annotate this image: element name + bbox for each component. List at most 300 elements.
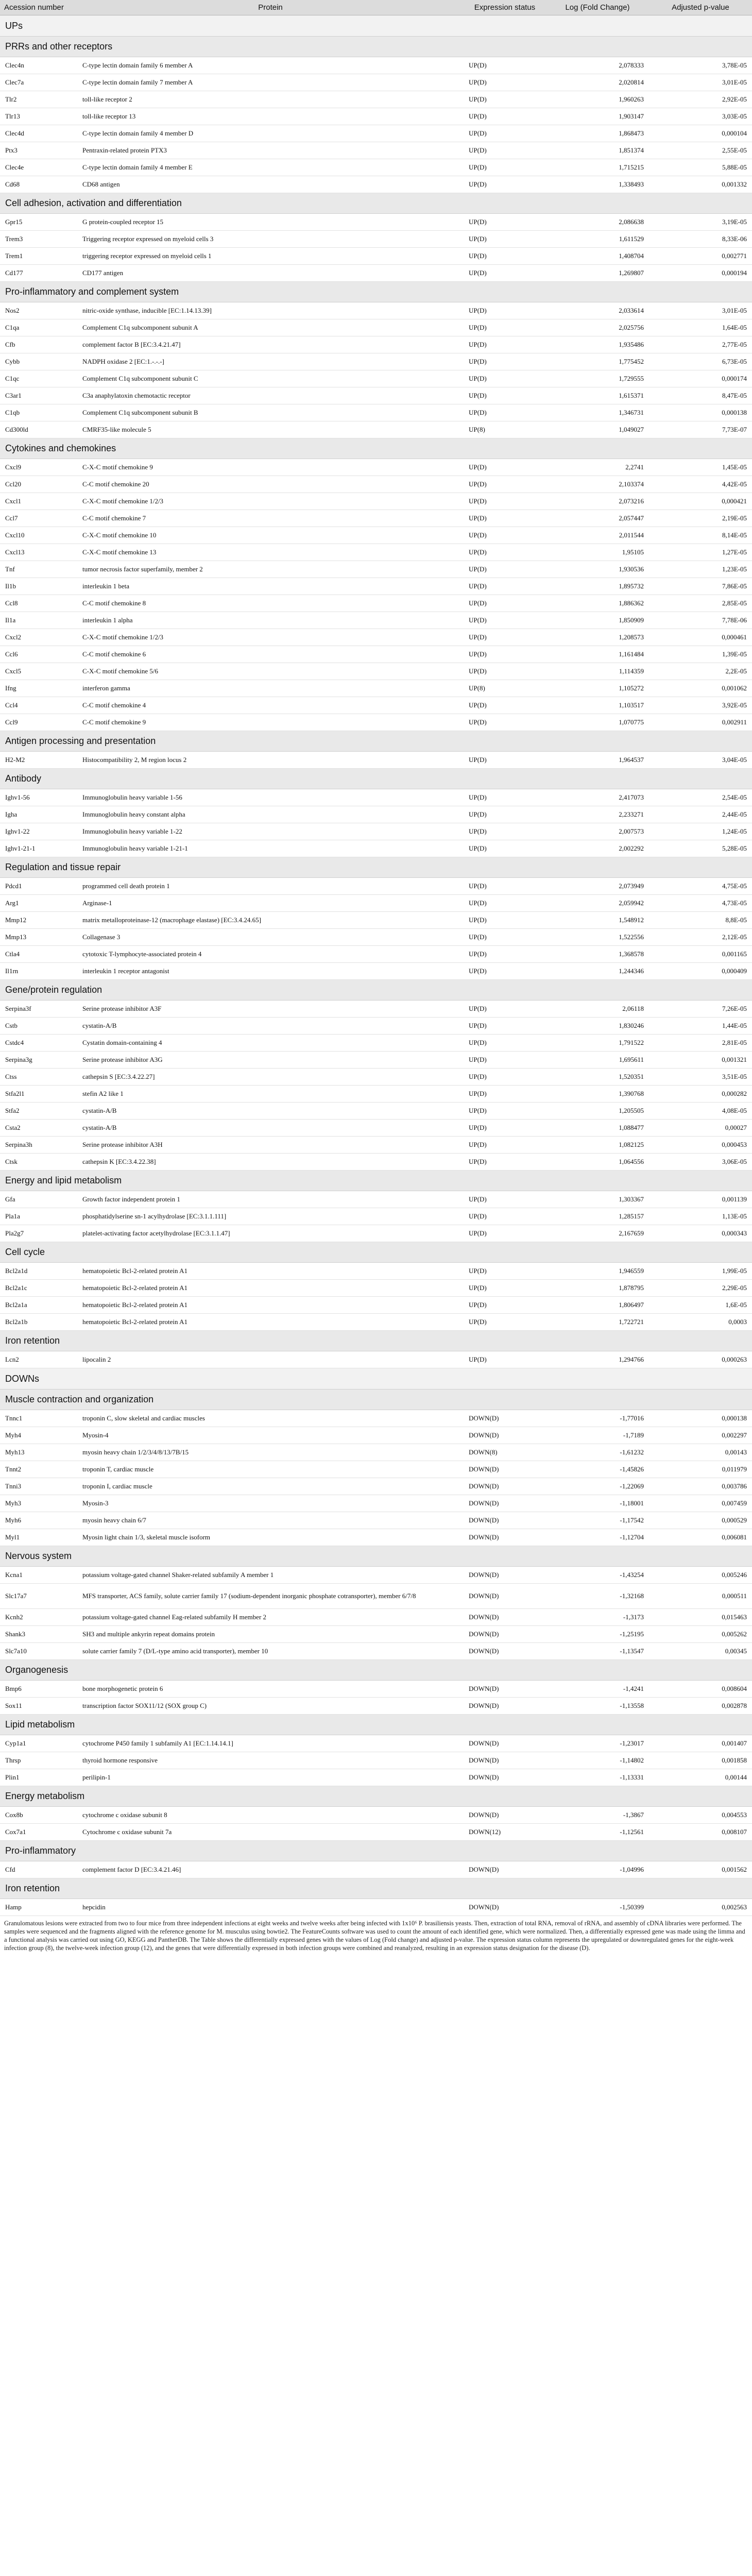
log-fold-change-cell: 1,208573 bbox=[546, 629, 649, 646]
log-fold-change-cell: 1,868473 bbox=[546, 125, 649, 142]
adjusted-p-value-cell: 1,44E-05 bbox=[649, 1018, 752, 1035]
adjusted-p-value-cell: 0,0003 bbox=[649, 1314, 752, 1331]
adjusted-p-value-cell: 0,007459 bbox=[649, 1495, 752, 1512]
adjusted-p-value-cell: 8,33E-06 bbox=[649, 231, 752, 248]
category-title: Pro-inflammatory bbox=[0, 1841, 752, 1861]
table-row bbox=[0, 963, 752, 980]
accession-cell: Trem3 bbox=[0, 231, 77, 248]
category-title: Iron retention bbox=[0, 1878, 752, 1899]
adjusted-p-value-cell: 2,29E-05 bbox=[649, 1280, 752, 1297]
table-row bbox=[0, 1899, 752, 1916]
expression-status-cell: UP(D) bbox=[464, 1086, 546, 1103]
accession-cell: C1qc bbox=[0, 370, 77, 387]
table-row bbox=[0, 1752, 752, 1769]
accession-cell: Ighv1-21-1 bbox=[0, 840, 77, 857]
category-title: Antibody bbox=[0, 769, 752, 789]
adjusted-p-value-cell: 1,13E-05 bbox=[649, 1208, 752, 1225]
protein-cell: cytochrome P450 family 1 subfamily A1 [EC:1.14.14.1] bbox=[77, 1735, 464, 1752]
table-row bbox=[0, 1643, 752, 1660]
protein-cell: programmed cell death protein 1 bbox=[77, 878, 464, 895]
accession-cell: Serpina3g bbox=[0, 1052, 77, 1069]
protein-cell: C-type lectin domain family 7 member A bbox=[77, 74, 464, 91]
expression-status-cell: UP(D) bbox=[464, 1035, 546, 1052]
protein-cell: C-type lectin domain family 4 member E bbox=[77, 159, 464, 176]
protein-cell: potassium voltage-gated channel Eag-related subfamily H member 2 bbox=[77, 1609, 464, 1626]
expression-status-cell: UP(D) bbox=[464, 1191, 546, 1208]
category-title: Cell cycle bbox=[0, 1242, 752, 1263]
accession-cell: Ccl8 bbox=[0, 595, 77, 612]
accession-cell: Cd300ld bbox=[0, 421, 77, 438]
expression-status-cell: DOWN(D) bbox=[464, 1861, 546, 1878]
log-fold-change-cell: 1,269807 bbox=[546, 265, 649, 282]
protein-cell: stefin A2 like 1 bbox=[77, 1086, 464, 1103]
protein-cell: C-X-C motif chemokine 1/2/3 bbox=[77, 629, 464, 646]
expression-status-cell: UP(D) bbox=[464, 752, 546, 769]
category-row bbox=[0, 193, 752, 214]
protein-cell: C-C motif chemokine 8 bbox=[77, 595, 464, 612]
adjusted-p-value-cell: 0,001062 bbox=[649, 680, 752, 697]
protein-cell: Immunoglobulin heavy variable 1-21-1 bbox=[77, 840, 464, 857]
table-row bbox=[0, 353, 752, 370]
adjusted-p-value-cell: 7,86E-05 bbox=[649, 578, 752, 595]
log-fold-change-cell: 1,930536 bbox=[546, 561, 649, 578]
adjusted-p-value-cell: 0,008604 bbox=[649, 1681, 752, 1698]
category-row bbox=[0, 1331, 752, 1351]
adjusted-p-value-cell: 1,23E-05 bbox=[649, 561, 752, 578]
table-row bbox=[0, 1280, 752, 1297]
adjusted-p-value-cell: 3,01E-05 bbox=[649, 74, 752, 91]
table-row bbox=[0, 527, 752, 544]
expression-status-cell: UP(D) bbox=[464, 929, 546, 946]
expression-status-cell: UP(D) bbox=[464, 1052, 546, 1069]
category-title: Cytokines and chemokines bbox=[0, 438, 752, 459]
accession-cell: Bcl2a1b bbox=[0, 1314, 77, 1331]
category-row bbox=[0, 1878, 752, 1899]
table-row bbox=[0, 1120, 752, 1137]
protein-cell: troponin T, cardiac muscle bbox=[77, 1461, 464, 1478]
accession-cell: Clec4e bbox=[0, 159, 77, 176]
log-fold-change-cell: 1,205505 bbox=[546, 1103, 649, 1120]
expression-status-cell: UP(D) bbox=[464, 302, 546, 319]
protein-cell: phosphatidylserine sn-1 acylhydrolase [EC:3.1.1.111] bbox=[77, 1208, 464, 1225]
adjusted-p-value-cell: 0,006081 bbox=[649, 1529, 752, 1546]
accession-cell: Trem1 bbox=[0, 248, 77, 265]
table-row bbox=[0, 1410, 752, 1427]
adjusted-p-value-cell: 2,44E-05 bbox=[649, 806, 752, 823]
adjusted-p-value-cell: 4,73E-05 bbox=[649, 895, 752, 912]
expression-status-cell: DOWN(D) bbox=[464, 1643, 546, 1660]
category-title: Regulation and tissue repair bbox=[0, 857, 752, 878]
protein-cell: tumor necrosis factor superfamily, member 2 bbox=[77, 561, 464, 578]
category-row bbox=[0, 1546, 752, 1567]
adjusted-p-value-cell: 0,001332 bbox=[649, 176, 752, 193]
category-row bbox=[0, 1389, 752, 1410]
protein-cell: cytochrome c oxidase subunit 8 bbox=[77, 1807, 464, 1824]
protein-cell: C-type lectin domain family 6 member A bbox=[77, 57, 464, 74]
table-row bbox=[0, 806, 752, 823]
accession-cell: Csta2 bbox=[0, 1120, 77, 1137]
adjusted-p-value-cell: 2,19E-05 bbox=[649, 510, 752, 527]
table-row bbox=[0, 840, 752, 857]
accession-cell: Pdcd1 bbox=[0, 878, 77, 895]
protein-cell: interleukin 1 receptor antagonist bbox=[77, 963, 464, 980]
protein-cell: Complement C1q subcomponent subunit C bbox=[77, 370, 464, 387]
table-row bbox=[0, 1052, 752, 1069]
table-row bbox=[0, 823, 752, 840]
table-row bbox=[0, 714, 752, 731]
protein-cell: interleukin 1 beta bbox=[77, 578, 464, 595]
expression-status-cell: DOWN(D) bbox=[464, 1681, 546, 1698]
accession-cell: Cfd bbox=[0, 1861, 77, 1878]
log-fold-change-cell: 1,346731 bbox=[546, 404, 649, 421]
protein-cell: cystatin-A/B bbox=[77, 1103, 464, 1120]
log-fold-change-cell: 2,086638 bbox=[546, 214, 649, 231]
section-row bbox=[0, 15, 752, 37]
accession-cell: Serpina3h bbox=[0, 1137, 77, 1154]
table-row bbox=[0, 387, 752, 404]
protein-cell: interleukin 1 alpha bbox=[77, 612, 464, 629]
protein-cell: Triggering receptor expressed on myeloid cells 3 bbox=[77, 231, 464, 248]
expression-status-cell: UP(D) bbox=[464, 1314, 546, 1331]
protein-cell: matrix metalloproteinase-12 (macrophage elastase) [EC:3.4.24.65] bbox=[77, 912, 464, 929]
expression-status-cell: UP(D) bbox=[464, 476, 546, 493]
accession-cell: Gpr15 bbox=[0, 214, 77, 231]
protein-cell: troponin C, slow skeletal and cardiac muscles bbox=[77, 1410, 464, 1427]
expression-status-cell: UP(D) bbox=[464, 789, 546, 806]
accession-cell: Slc17a7 bbox=[0, 1584, 77, 1609]
log-fold-change-cell: 1,105272 bbox=[546, 680, 649, 697]
expression-status-cell: UP(D) bbox=[464, 912, 546, 929]
adjusted-p-value-cell: 2,77E-05 bbox=[649, 336, 752, 353]
expression-status-cell: DOWN(12) bbox=[464, 1824, 546, 1841]
adjusted-p-value-cell: 6,73E-05 bbox=[649, 353, 752, 370]
log-fold-change-cell: 1,722721 bbox=[546, 1314, 649, 1331]
adjusted-p-value-cell: 0,001407 bbox=[649, 1735, 752, 1752]
table-row bbox=[0, 1103, 752, 1120]
adjusted-p-value-cell: 0,000343 bbox=[649, 1225, 752, 1242]
adjusted-p-value-cell: 0,000461 bbox=[649, 629, 752, 646]
protein-cell: C-C motif chemokine 9 bbox=[77, 714, 464, 731]
expression-status-cell: UP(D) bbox=[464, 1018, 546, 1035]
table-row bbox=[0, 929, 752, 946]
expression-status-cell: UP(D) bbox=[464, 1137, 546, 1154]
adjusted-p-value-cell: 4,08E-05 bbox=[649, 1103, 752, 1120]
table-row bbox=[0, 1086, 752, 1103]
expression-status-cell: DOWN(D) bbox=[464, 1698, 546, 1715]
table-row bbox=[0, 1225, 752, 1242]
table-row bbox=[0, 1263, 752, 1280]
protein-cell: thyroid hormone responsive bbox=[77, 1752, 464, 1769]
accession-cell: Clec4d bbox=[0, 125, 77, 142]
accession-cell: C1qa bbox=[0, 319, 77, 336]
adjusted-p-value-cell: 0,000174 bbox=[649, 370, 752, 387]
expression-status-cell: UP(D) bbox=[464, 74, 546, 91]
protein-cell: C-X-C motif chemokine 10 bbox=[77, 527, 464, 544]
category-row bbox=[0, 1660, 752, 1681]
category-row bbox=[0, 1242, 752, 1263]
log-fold-change-cell: -1,12704 bbox=[546, 1529, 649, 1546]
accession-cell: Ccl6 bbox=[0, 646, 77, 663]
accession-cell: Ctsk bbox=[0, 1154, 77, 1171]
expression-status-cell: UP(D) bbox=[464, 510, 546, 527]
adjusted-p-value-cell: 0,011979 bbox=[649, 1461, 752, 1478]
header-log-fold-change: Log (Fold Change) bbox=[546, 0, 649, 15]
protein-cell: lipocalin 2 bbox=[77, 1351, 464, 1368]
log-fold-change-cell: 1,338493 bbox=[546, 176, 649, 193]
protein-cell: troponin I, cardiac muscle bbox=[77, 1478, 464, 1495]
table-row bbox=[0, 895, 752, 912]
expression-status-cell: UP(D) bbox=[464, 1225, 546, 1242]
protein-cell: cathepsin S [EC:3.4.22.27] bbox=[77, 1069, 464, 1086]
table-row bbox=[0, 680, 752, 697]
table-row bbox=[0, 561, 752, 578]
adjusted-p-value-cell: 0,000409 bbox=[649, 963, 752, 980]
category-row bbox=[0, 438, 752, 459]
protein-cell: C-C motif chemokine 7 bbox=[77, 510, 464, 527]
accession-cell: Lcn2 bbox=[0, 1351, 77, 1368]
adjusted-p-value-cell: 2,81E-05 bbox=[649, 1035, 752, 1052]
protein-cell: C-type lectin domain family 4 member D bbox=[77, 125, 464, 142]
protein-cell: Myosin light chain 1/3, skeletal muscle isoform bbox=[77, 1529, 464, 1546]
expression-status-cell: UP(D) bbox=[464, 806, 546, 823]
table-row bbox=[0, 663, 752, 680]
adjusted-p-value-cell: 0,003786 bbox=[649, 1478, 752, 1495]
category-title: Cell adhesion, activation and differentiation bbox=[0, 193, 752, 214]
table-row bbox=[0, 1735, 752, 1752]
expression-status-cell: UP(D) bbox=[464, 1297, 546, 1314]
log-fold-change-cell: 1,850909 bbox=[546, 612, 649, 629]
category-title: Pro-inflammatory and complement system bbox=[0, 282, 752, 302]
log-fold-change-cell: 2,078333 bbox=[546, 57, 649, 74]
log-fold-change-cell: -1,13331 bbox=[546, 1769, 649, 1786]
accession-cell: Cfb bbox=[0, 336, 77, 353]
log-fold-change-cell: 1,520351 bbox=[546, 1069, 649, 1086]
category-title: Muscle contraction and organization bbox=[0, 1389, 752, 1410]
adjusted-p-value-cell: 2,2E-05 bbox=[649, 663, 752, 680]
log-fold-change-cell: 1,791522 bbox=[546, 1035, 649, 1052]
log-fold-change-cell: 1,303367 bbox=[546, 1191, 649, 1208]
adjusted-p-value-cell: 8,8E-05 bbox=[649, 912, 752, 929]
protein-cell: hematopoietic Bcl-2-related protein A1 bbox=[77, 1263, 464, 1280]
table-row bbox=[0, 1807, 752, 1824]
expression-status-cell: DOWN(D) bbox=[464, 1752, 546, 1769]
accession-cell: Il1a bbox=[0, 612, 77, 629]
protein-cell: CD177 antigen bbox=[77, 265, 464, 282]
expression-status-cell: DOWN(D) bbox=[464, 1427, 546, 1444]
adjusted-p-value-cell: 0,002563 bbox=[649, 1899, 752, 1916]
accession-cell: Il1rn bbox=[0, 963, 77, 980]
protein-cell: Complement C1q subcomponent subunit A bbox=[77, 319, 464, 336]
accession-cell: Bcl2a1c bbox=[0, 1280, 77, 1297]
category-row bbox=[0, 1786, 752, 1807]
accession-cell: Ccl4 bbox=[0, 697, 77, 714]
accession-cell: Mmp13 bbox=[0, 929, 77, 946]
table-row bbox=[0, 370, 752, 387]
adjusted-p-value-cell: 0,008107 bbox=[649, 1824, 752, 1841]
accession-cell: Cd68 bbox=[0, 176, 77, 193]
protein-cell: cystatin-A/B bbox=[77, 1018, 464, 1035]
accession-cell: Slc7a10 bbox=[0, 1643, 77, 1660]
expression-status-cell: UP(D) bbox=[464, 142, 546, 159]
table-row bbox=[0, 231, 752, 248]
log-fold-change-cell: -1,13547 bbox=[546, 1643, 649, 1660]
header-row bbox=[0, 0, 752, 15]
protein-cell: C-C motif chemokine 20 bbox=[77, 476, 464, 493]
expression-status-cell: DOWN(D) bbox=[464, 1609, 546, 1626]
accession-cell: Cstdc4 bbox=[0, 1035, 77, 1052]
table-row bbox=[0, 1314, 752, 1331]
log-fold-change-cell: 2,167659 bbox=[546, 1225, 649, 1242]
category-title: Lipid metabolism bbox=[0, 1715, 752, 1735]
adjusted-p-value-cell: 0,001139 bbox=[649, 1191, 752, 1208]
accession-cell: Arg1 bbox=[0, 895, 77, 912]
protein-cell: Cystatin domain-containing 4 bbox=[77, 1035, 464, 1052]
log-fold-change-cell: 2,020814 bbox=[546, 74, 649, 91]
expression-status-cell: UP(D) bbox=[464, 404, 546, 421]
accession-cell: Sox11 bbox=[0, 1698, 77, 1715]
table-row bbox=[0, 1351, 752, 1368]
adjusted-p-value-cell: 0,015463 bbox=[649, 1609, 752, 1626]
table-row bbox=[0, 108, 752, 125]
table-row bbox=[0, 612, 752, 629]
log-fold-change-cell: 1,886362 bbox=[546, 595, 649, 612]
table-row bbox=[0, 336, 752, 353]
adjusted-p-value-cell: 0,00345 bbox=[649, 1643, 752, 1660]
adjusted-p-value-cell: 8,14E-05 bbox=[649, 527, 752, 544]
log-fold-change-cell: -1,32168 bbox=[546, 1584, 649, 1609]
header-accession: Acession number bbox=[0, 0, 77, 15]
protein-cell: cathepsin K [EC:3.4.22.38] bbox=[77, 1154, 464, 1171]
accession-cell: H2-M2 bbox=[0, 752, 77, 769]
adjusted-p-value-cell: 4,42E-05 bbox=[649, 476, 752, 493]
adjusted-p-value-cell: 0,002771 bbox=[649, 248, 752, 265]
protein-cell: hematopoietic Bcl-2-related protein A1 bbox=[77, 1297, 464, 1314]
log-fold-change-cell: 2,06118 bbox=[546, 1001, 649, 1018]
accession-cell: Ctss bbox=[0, 1069, 77, 1086]
category-row bbox=[0, 1841, 752, 1861]
accession-cell: Myh13 bbox=[0, 1444, 77, 1461]
log-fold-change-cell: -1,13558 bbox=[546, 1698, 649, 1715]
protein-cell: C-X-C motif chemokine 9 bbox=[77, 459, 464, 476]
adjusted-p-value-cell: 0,001562 bbox=[649, 1861, 752, 1878]
protein-cell: SH3 and multiple ankyrin repeat domains protein bbox=[77, 1626, 464, 1643]
table-row bbox=[0, 1297, 752, 1314]
protein-cell: myosin heavy chain 6/7 bbox=[77, 1512, 464, 1529]
expression-status-cell: DOWN(D) bbox=[464, 1410, 546, 1427]
protein-cell: C-X-C motif chemokine 1/2/3 bbox=[77, 493, 464, 510]
protein-cell: cytotoxic T-lymphocyte-associated protein 4 bbox=[77, 946, 464, 963]
protein-cell: C-C motif chemokine 6 bbox=[77, 646, 464, 663]
expression-status-cell: UP(D) bbox=[464, 214, 546, 231]
log-fold-change-cell: 2,073216 bbox=[546, 493, 649, 510]
protein-cell: CD68 antigen bbox=[77, 176, 464, 193]
category-title: Energy and lipid metabolism bbox=[0, 1171, 752, 1191]
expression-status-cell: UP(8) bbox=[464, 421, 546, 438]
log-fold-change-cell: -1,61232 bbox=[546, 1444, 649, 1461]
expression-status-cell: UP(D) bbox=[464, 108, 546, 125]
accession-cell: Hamp bbox=[0, 1899, 77, 1916]
table-row bbox=[0, 1609, 752, 1626]
log-fold-change-cell: 2,233271 bbox=[546, 806, 649, 823]
log-fold-change-cell: 1,390768 bbox=[546, 1086, 649, 1103]
adjusted-p-value-cell: 0,00027 bbox=[649, 1120, 752, 1137]
log-fold-change-cell: -1,3173 bbox=[546, 1609, 649, 1626]
protein-cell: NADPH oxidase 2 [EC:1.-.-.-] bbox=[77, 353, 464, 370]
table-row bbox=[0, 752, 752, 769]
protein-cell: Immunoglobulin heavy constant alpha bbox=[77, 806, 464, 823]
protein-cell: Serine protease inhibitor A3G bbox=[77, 1052, 464, 1069]
expression-status-cell: UP(D) bbox=[464, 91, 546, 108]
table-row bbox=[0, 1626, 752, 1643]
protein-cell: complement factor B [EC:3.4.21.47] bbox=[77, 336, 464, 353]
log-fold-change-cell: 1,830246 bbox=[546, 1018, 649, 1035]
expression-status-cell: UP(D) bbox=[464, 646, 546, 663]
table-row bbox=[0, 91, 752, 108]
log-fold-change-cell: -1,17542 bbox=[546, 1512, 649, 1529]
log-fold-change-cell: 1,103517 bbox=[546, 697, 649, 714]
protein-cell: complement factor D [EC:3.4.21.46] bbox=[77, 1861, 464, 1878]
log-fold-change-cell: 1,368578 bbox=[546, 946, 649, 963]
expression-status-cell: DOWN(D) bbox=[464, 1567, 546, 1584]
table-row bbox=[0, 1681, 752, 1698]
adjusted-p-value-cell: 3,92E-05 bbox=[649, 697, 752, 714]
accession-cell: Il1b bbox=[0, 578, 77, 595]
protein-cell: Pentraxin-related protein PTX3 bbox=[77, 142, 464, 159]
protein-cell: Myosin-3 bbox=[77, 1495, 464, 1512]
category-title: Nervous system bbox=[0, 1546, 752, 1567]
table-row bbox=[0, 646, 752, 663]
accession-cell: Cox7a1 bbox=[0, 1824, 77, 1841]
adjusted-p-value-cell: 0,002297 bbox=[649, 1427, 752, 1444]
log-fold-change-cell: 1,878795 bbox=[546, 1280, 649, 1297]
adjusted-p-value-cell: 3,19E-05 bbox=[649, 214, 752, 231]
accession-cell: Shank3 bbox=[0, 1626, 77, 1643]
accession-cell: Ighv1-22 bbox=[0, 823, 77, 840]
expression-status-cell: UP(D) bbox=[464, 1103, 546, 1120]
log-fold-change-cell: 1,070775 bbox=[546, 714, 649, 731]
table-row bbox=[0, 1137, 752, 1154]
table-row bbox=[0, 214, 752, 231]
log-fold-change-cell: -1,22069 bbox=[546, 1478, 649, 1495]
category-row bbox=[0, 980, 752, 1001]
category-row bbox=[0, 731, 752, 752]
table-row bbox=[0, 1567, 752, 1584]
adjusted-p-value-cell: 0,000194 bbox=[649, 265, 752, 282]
expression-status-cell: UP(D) bbox=[464, 878, 546, 895]
adjusted-p-value-cell: 0,000282 bbox=[649, 1086, 752, 1103]
header-adjusted-p-value: Adjusted p-value bbox=[649, 0, 752, 15]
log-fold-change-cell: -1,7189 bbox=[546, 1427, 649, 1444]
accession-cell: Pla1a bbox=[0, 1208, 77, 1225]
table-row bbox=[0, 176, 752, 193]
accession-cell: Cox8b bbox=[0, 1807, 77, 1824]
table-row bbox=[0, 1529, 752, 1546]
log-fold-change-cell: -1,4241 bbox=[546, 1681, 649, 1698]
expression-status-cell: UP(D) bbox=[464, 1351, 546, 1368]
expression-status-cell: DOWN(D) bbox=[464, 1495, 546, 1512]
accession-cell: Cxcl1 bbox=[0, 493, 77, 510]
expression-status-cell: UP(D) bbox=[464, 370, 546, 387]
expression-status-cell: UP(D) bbox=[464, 1120, 546, 1137]
log-fold-change-cell: -1,25195 bbox=[546, 1626, 649, 1643]
protein-cell: solute carrier family 7 (D/L-type amino acid transporter), member 10 bbox=[77, 1643, 464, 1660]
accession-cell: Plin1 bbox=[0, 1769, 77, 1786]
expression-status-cell: UP(D) bbox=[464, 544, 546, 561]
expression-status-cell: DOWN(D) bbox=[464, 1769, 546, 1786]
expression-status-cell: UP(D) bbox=[464, 963, 546, 980]
accession-cell: Serpina3f bbox=[0, 1001, 77, 1018]
accession-cell: Thrsp bbox=[0, 1752, 77, 1769]
